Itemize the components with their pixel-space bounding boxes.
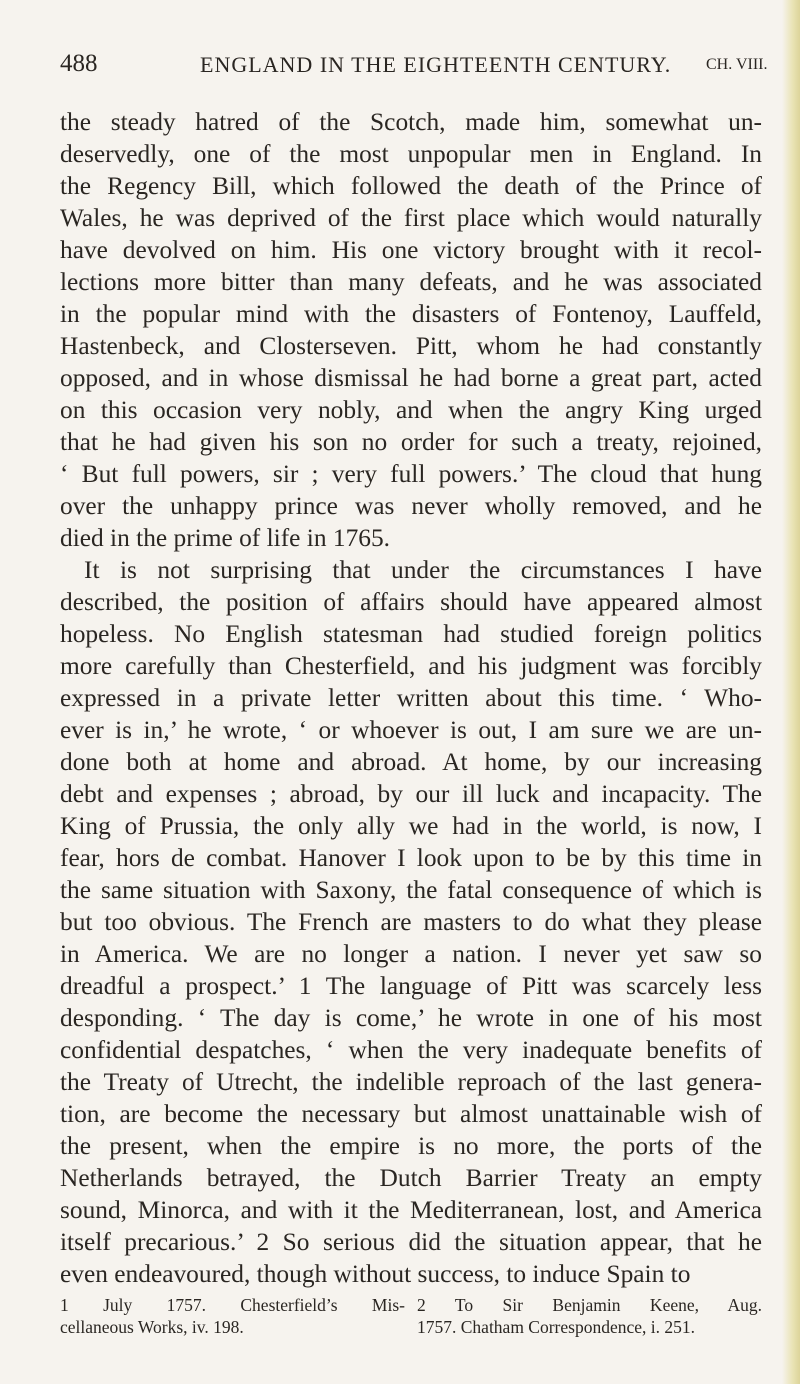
text-line: King of Prussia, the only ally we had in the world, is now, I xyxy=(60,812,762,840)
text-line: ‘ But full powers, sir ; very full powers.’ The cloud that hung xyxy=(60,460,762,488)
text-line: even endeavoured, though without success, to induce Spain to xyxy=(60,1260,691,1288)
text-line: died in the prime of life in 1765. xyxy=(60,524,391,552)
text-line: have devolved on him. His one victory brought with it recol- xyxy=(60,236,762,264)
footnote-1 xyxy=(60,1294,405,1338)
running-header xyxy=(0,50,800,90)
footnote-line: 1757. Chatham Correspondence, i. 251. xyxy=(417,1317,696,1337)
text-line: the present, when the empire is no more, the ports of the xyxy=(60,1132,762,1160)
text-line: deservedly, one of the most unpopular men in England. In xyxy=(60,140,762,168)
chapter-label: CH. VIII. xyxy=(706,56,768,73)
text-line: desponding. ‘ The day is come,’ he wrote in one of his most xyxy=(60,1004,762,1032)
text-line: the Treaty of Utrecht, the indelible reproach of the last genera- xyxy=(60,1068,762,1096)
text-line: Netherlands betrayed, the Dutch Barrier Treaty an empty xyxy=(60,1164,762,1192)
page-edge-shadow xyxy=(782,0,800,1384)
text-line: over the unhappy prince was never wholly removed, and he xyxy=(60,492,762,520)
text-line: done both at home and abroad. At home, by our increasing xyxy=(60,748,762,776)
text-line: described, the position of affairs should have appeared almost xyxy=(60,588,762,616)
text-line: confidential despatches, ‘ when the very inadequate benefits of xyxy=(60,1036,762,1064)
text-line: opposed, and in whose dismissal he had borne a great part, acted xyxy=(60,364,762,392)
text-line: fear, hors de combat. Hanover I look upon to be by this time in xyxy=(60,844,762,872)
text-line: expressed in a private letter written about this time. ‘ Who- xyxy=(60,684,762,712)
text-line: in America. We are no longer a nation. I never yet saw so xyxy=(60,940,762,968)
footnote-line: 1 July 1757. Chesterfield’s Mis- xyxy=(60,1295,405,1315)
text-line: sound, Minorca, and with it the Mediterranean, lost, and America xyxy=(60,1196,762,1224)
text-line: hopeless. No English statesman had studied foreign politics xyxy=(60,620,762,648)
text-line: lections more bitter than many defeats, and he was associated xyxy=(60,268,762,296)
text-line: in the popular mind with the disasters of Fontenoy, Lauffeld, xyxy=(60,300,762,328)
footnote-2 xyxy=(417,1294,762,1338)
text-line: on this occasion very nobly, and when the angry King urged xyxy=(60,396,762,424)
running-title: ENGLAND IN THE EIGHTEENTH CENTURY. xyxy=(200,52,672,77)
text-line: more carefully than Chesterfield, and his judgment was forcibly xyxy=(60,652,762,680)
footnote-line: 2 To Sir Benjamin Keene, Aug. xyxy=(417,1295,762,1315)
text-line: dreadful a prospect.’ 1 The language of Pitt was scarcely less xyxy=(60,972,762,1000)
page-number: 488 xyxy=(60,50,98,77)
footnote-line: cellaneous Works, iv. 198. xyxy=(60,1317,244,1337)
text-line: debt and expenses ; abroad, by our ill luck and incapacity. The xyxy=(60,780,762,808)
text-line: the same situation with Saxony, the fatal consequence of which is xyxy=(60,876,762,904)
text-line: ever is in,’ he wrote, ‘ or whoever is out, I am sure we are un- xyxy=(60,716,762,744)
text-line: itself precarious.’ 2 So serious did the situation appear, that he xyxy=(60,1228,762,1256)
text-line: It is not surprising that under the circumstances I have xyxy=(84,556,762,584)
text-line: Hastenbeck, and Closterseven. Pitt, whom he had constantly xyxy=(60,332,762,360)
text-line: but too obvious. The French are masters to do what they please xyxy=(60,908,762,936)
text-line: the steady hatred of the Scotch, made him, somewhat un- xyxy=(60,108,762,136)
text-line: that he had given his son no order for such a treaty, rejoined, xyxy=(60,428,762,456)
body-text xyxy=(60,106,762,1290)
text-line: tion, are become the necessary but almost unattainable wish of xyxy=(60,1100,762,1128)
text-line: the Regency Bill, which followed the death of the Prince of xyxy=(60,172,762,200)
text-line: Wales, he was deprived of the first place which would naturally xyxy=(60,204,762,232)
